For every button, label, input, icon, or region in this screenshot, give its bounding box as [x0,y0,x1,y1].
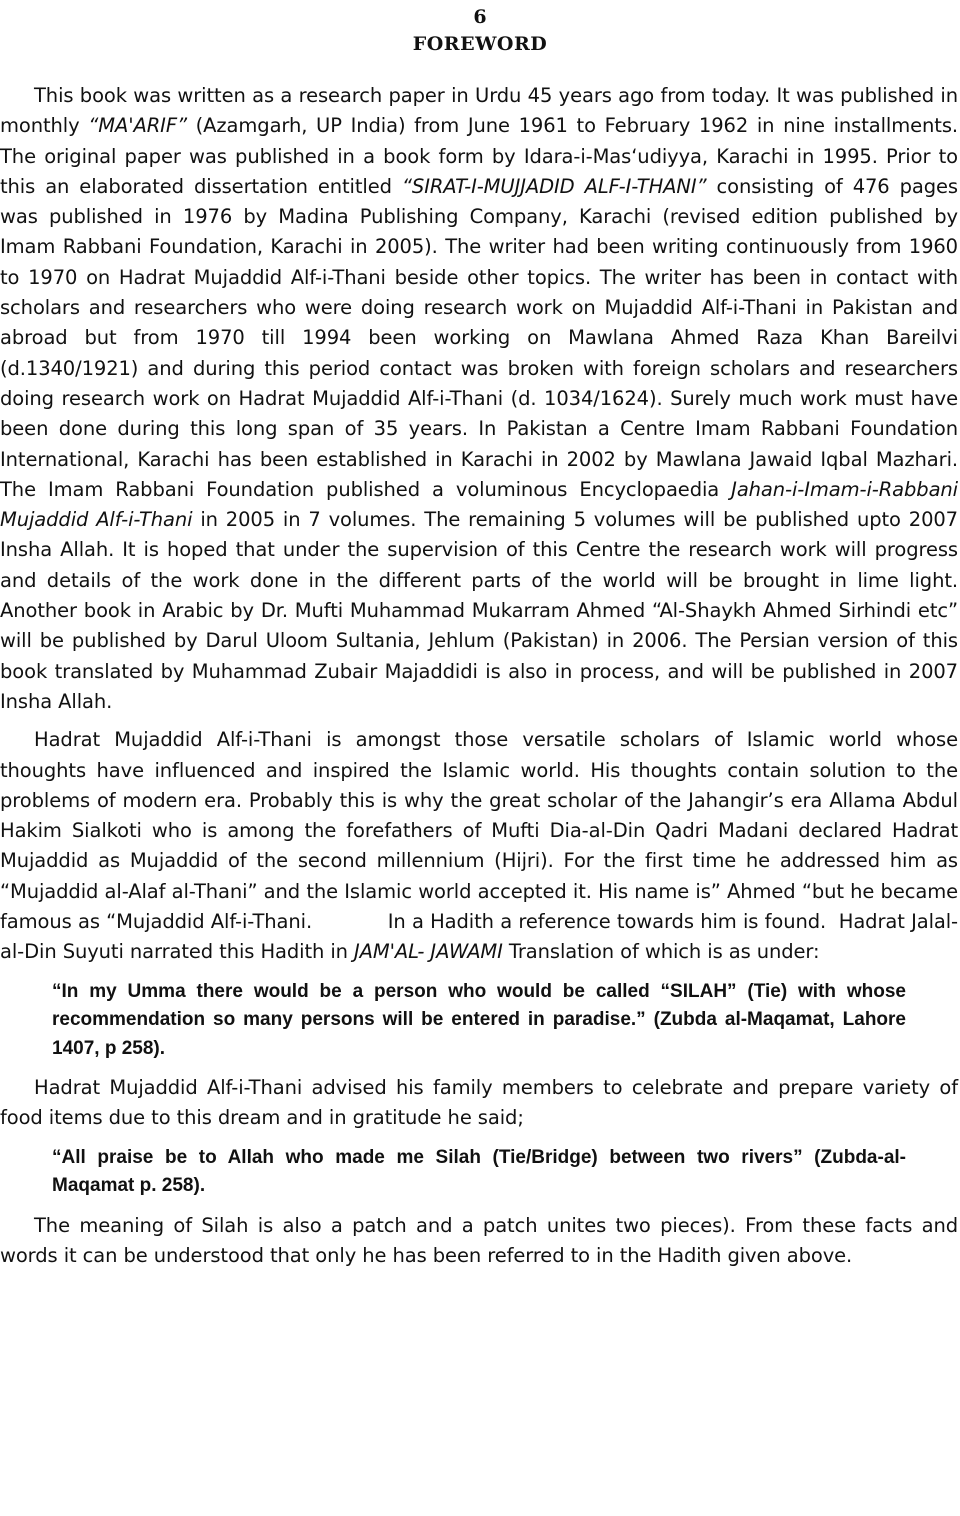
paragraph-1-text-c: consisting of 476 pages was published in 1976 by Madina Publishing Company, Karachi (revised edition published by Imam Rabbani Foundation, Karachi in 2005). The writer had been writing continuously from 1960 to 1970 on Hadrat Mujaddid Alf-i-Thani beside other topics. The writer has been in contact with scholars and researchers who were doing research work on Mujaddid Alf-i-Thani in Pakistan and abroad but from 1970 till 1994 been working on Mawlana Ahmed Raza Khan Bareilvi (d.1340/1921) and during this period contact was broken with foreign scholars and researchers doing research work on Hadrat Mujaddid Alf-i-Thani (d. 1034/1624). Surely much work must have been done during this long span of 35 years. In Pakistan a Centre Imam Rabbani Foundation International, Karachi has been established in Karachi in 2002 by Mawlana Jawaid Iqbal Mazhari. The Imam Rabbani Foundation published a voluminous Encyclopaedia [0,174,958,501]
paragraph-2-text-b: Translation of which is as under: [502,940,820,964]
journal-title: “MA'ARIF” [88,114,187,138]
paragraph-4: The meaning of Silah is also a patch and a patch unites two pieces). From these facts and words it can be understood that only he has been referred to in the Hadith given above. [0,1213,958,1267]
dissertation-title: “SIRAT-I-MUJJADID ALF-I-THANI” [401,174,707,198]
paragraph-1-text-d: in 2005 in 7 volumes. The remaining 5 volumes will be published upto 2007 Insha Allah. It is hoped that under the supervision of this Centre the research work will progress and details of the work done in the different parts of the world will be brought in lime light. Another book in Arabic by Dr. Mufti Muhammad Mukarram Ahmed “Al-Shaykh Ahmed Sirhindi etc” will be published by Darul Uloom Sultania, Jehlum (Pakistan) in 2006. The Persian version of this book translated by Muhammad Zubair Majaddidi is also in process, and will be published in 2007 Insha Allah. [0,508,958,713]
page-title: FOREWORD [412,33,548,55]
paragraph-2-text-a: Hadrat Mujaddid Alf-i-Thani is amongst those versatile scholars of Islamic world whose thoughts have influenced and inspired the Islamic world. His thoughts contain solution to the problems of modern era. Probably this is why the great scholar of the Jahangir’s era Allama Abdul Hakim Sialkoti who is among the forefathers of Mufti Dia-al-Din Qadri Madani declared Hadrat Mujaddid as Mujaddid of the second millennium (Hijri). For the first time he addressed him as “Mujaddid al-Alaf al-Thani” and the Islamic world accepted it. His name is” Ahmed “but he became famous as “Mujaddid Alf-i-Thani. In a Hadith a reference towards him is found. Hadrat Jalal-al-Din Suyuti narrated this Hadith in [0,728,958,964]
encyclopaedia-title: Jahan-i-Imam-i-Rabbani Mujaddid Alf-i-Thani [0,477,958,532]
paragraph-1-text-b: (Azamgarh, UP India) from June 1961 to February 1962 in nine installments. The original paper was published in a book form by Idara-i-Mas‘udiyya, Karachi in 1995. Prior to this an elaborated dissertation entitled [0,114,958,198]
praise-quote: “All praise be to Allah who made me Silah (Tie/Bridge) between two rivers” (Zubda-al-Maqamat p. 258). [52,1146,906,1197]
paragraph-2 [0,725,960,967]
hadith-quote: “In my Umma there would be a person who would be called “SILAH” (Tie) with whose recommendation so many persons will be entered in paradise.” (Zubda al-Maqamat, Lahore 1407, p 258). [52,980,906,1059]
paragraph-1 [0,81,960,717]
page-number: 6 [473,6,487,28]
paragraph-1-text-a: This book was written as a research paper in Urdu 45 years ago from today. It was published in monthly [0,84,958,138]
hadith-source-title: JAM'AL- JAWAMI [354,940,503,964]
paragraph-3: Hadrat Mujaddid Alf-i-Thani advised his family members to celebrate and prepare variety of food items due to this dream and in gratitude he said; [0,1076,958,1130]
